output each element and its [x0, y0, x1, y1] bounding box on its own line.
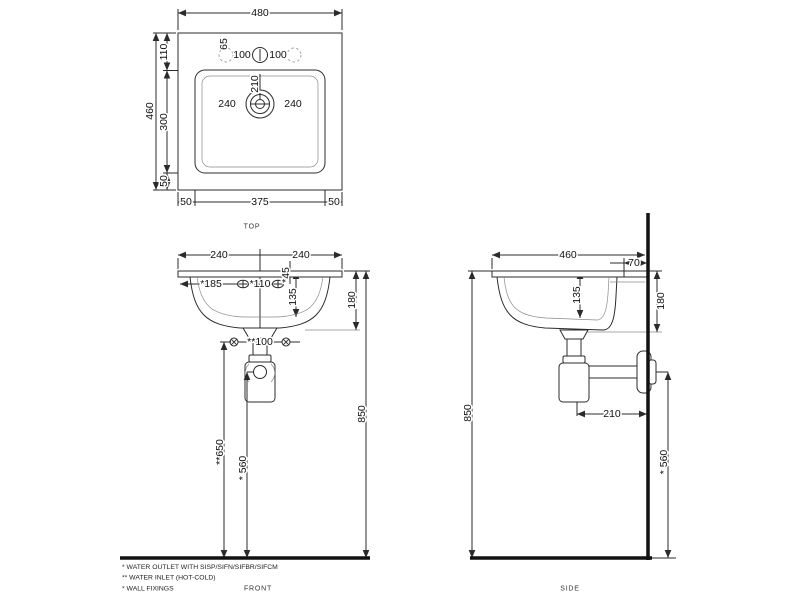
dim-top-bottom-right: 50	[328, 196, 340, 208]
dim-front-inlet-height: **650	[214, 439, 226, 465]
dim-top-tap-spacing-left: 100	[233, 49, 251, 61]
dim-front-inlet-spacing: **100	[247, 336, 273, 348]
water-outlet-front	[254, 366, 267, 379]
dim-top-drain-offset: 210	[249, 75, 261, 93]
side-bowl-inner-contour	[504, 277, 609, 320]
top-view	[144, 7, 342, 231]
dim-front-fixing-from-top: *45	[280, 267, 292, 283]
dim-top-drain-right: 240	[284, 98, 302, 110]
dim-top-bottom-center: 375	[251, 196, 269, 208]
dim-front-fixing-from-left: *185	[200, 278, 222, 290]
waste-pipe-to-wall	[589, 366, 640, 378]
dim-front-half-right: 240	[292, 249, 310, 261]
dim-top-tap-offset: 65	[218, 38, 230, 50]
dim-front-bowl-depth: 135	[287, 288, 299, 306]
wall-fixing-hole-left	[238, 280, 249, 288]
siphon-side	[559, 330, 656, 402]
footnote-water-inlet: ** WATER INLET (HOT-COLD)	[122, 574, 216, 582]
optional-tap-hole-right	[287, 48, 301, 62]
dim-top-chain-50: 50	[158, 175, 170, 187]
dim-top-drain-left: 240	[218, 98, 236, 110]
dim-side-outlet-height: * 560	[658, 449, 670, 475]
dim-top-overall-width: 480	[251, 7, 269, 19]
dim-top-chain-300: 300	[158, 113, 170, 131]
side-view	[462, 213, 676, 593]
dim-side-bowl-depth: 135	[571, 286, 583, 304]
dim-top-chain-110: 110	[158, 43, 170, 61]
dim-front-outlet-height: * 560	[237, 455, 249, 481]
front-rim-slab	[178, 271, 342, 277]
top-view-caption: TOP	[243, 223, 261, 231]
dim-top-bottom-left: 50	[180, 196, 192, 208]
side-bowl-outline	[497, 277, 617, 330]
side-view-caption: SIDE	[560, 585, 580, 593]
dim-top-tap-spacing-right: 100	[269, 49, 287, 61]
front-view	[120, 249, 370, 593]
dim-side-rim-height: 850	[462, 404, 474, 422]
dim-side-back-ledge: 70	[628, 257, 640, 269]
dim-front-fixing-spacing: *110	[249, 278, 271, 290]
drain-hole	[246, 90, 274, 118]
dim-front-rim-height: 850	[356, 405, 368, 423]
tap-hole-center	[253, 48, 268, 63]
front-view-dimension-lines	[178, 249, 370, 558]
footnote-wall-fixings: * WALL FIXINGS	[122, 585, 174, 593]
dim-side-overall-depth: 460	[559, 249, 577, 261]
front-view-caption: FRONT	[243, 585, 273, 593]
footnote-water-outlet: * WATER OUTLET WITH SISP/SIFN/SIFBR/SIFCM	[122, 564, 278, 571]
dim-side-trap-from-wall: 210	[603, 408, 621, 420]
dim-front-half-left: 240	[210, 249, 228, 261]
dim-top-overall-depth: 460	[144, 102, 156, 120]
dim-front-total-depth: 180	[346, 291, 358, 309]
dim-side-total-depth: 180	[655, 292, 667, 310]
